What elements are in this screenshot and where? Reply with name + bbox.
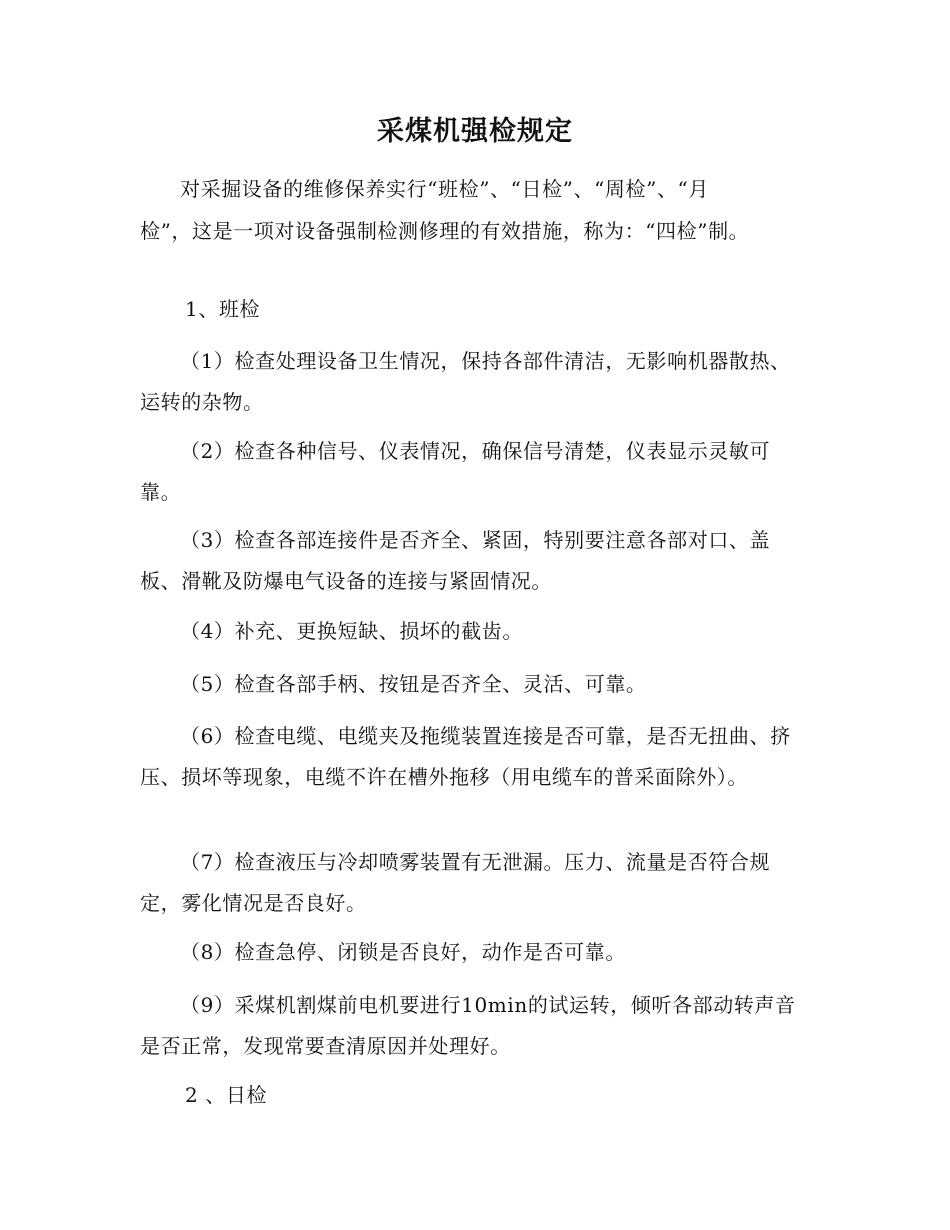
section-heading-daily-check: 2 、日检 (185, 1083, 268, 1107)
list-item-3: （3）检查各部连接件是否齐全、紧固，特别要注意各部对口、盖板、滑靴及防爆电气设备的连接与紧固情况。 (140, 528, 771, 593)
list-item-1: （1）检查处理设备卫生情况，保持各部件清洁，无影响机器散热、运转的杂物。 (140, 349, 791, 414)
list-item-2: （2）检查各种信号、仪表情况，确保信号清楚，仪表显示灵敏可靠。 (140, 439, 771, 504)
document-title: 采煤机强检规定 (377, 116, 573, 147)
list-item-4: （4）补充、更换短缺、损坏的截齿。 (180, 619, 523, 643)
intro-paragraph: 对采掘设备的维修保养实行“班检”、“日检”、“周检”、“月检”，这是一项对设备强制检测修理的有效措施，称为：“四检”制。 (140, 177, 750, 243)
section-heading-shift-check: 1、班检 (185, 297, 261, 321)
list-item-5: （5）检查各部手柄、按钮是否齐全、灵活、可靠。 (180, 672, 647, 696)
list-item-8: （8）检查急停、闭锁是否良好，动作是否可靠。 (180, 940, 626, 964)
list-item-9: （9）采煤机割煤前电机要进行10min的试运转，倾听各部动转声音是否正常，发现常要查清原因并处理好。 (140, 993, 796, 1058)
list-item-7: （7）检查液压与冷却喷雾装置有无泄漏。压力、流量是否符合规定，雾化情况是否良好。 (140, 850, 771, 915)
list-item-6: （6）检查电缆、电缆夹及拖缆装置连接是否可靠，是否无扭曲、挤压、损坏等现象，电缆不许在槽外拖移（用电缆车的普采面除外）。 (140, 724, 791, 789)
